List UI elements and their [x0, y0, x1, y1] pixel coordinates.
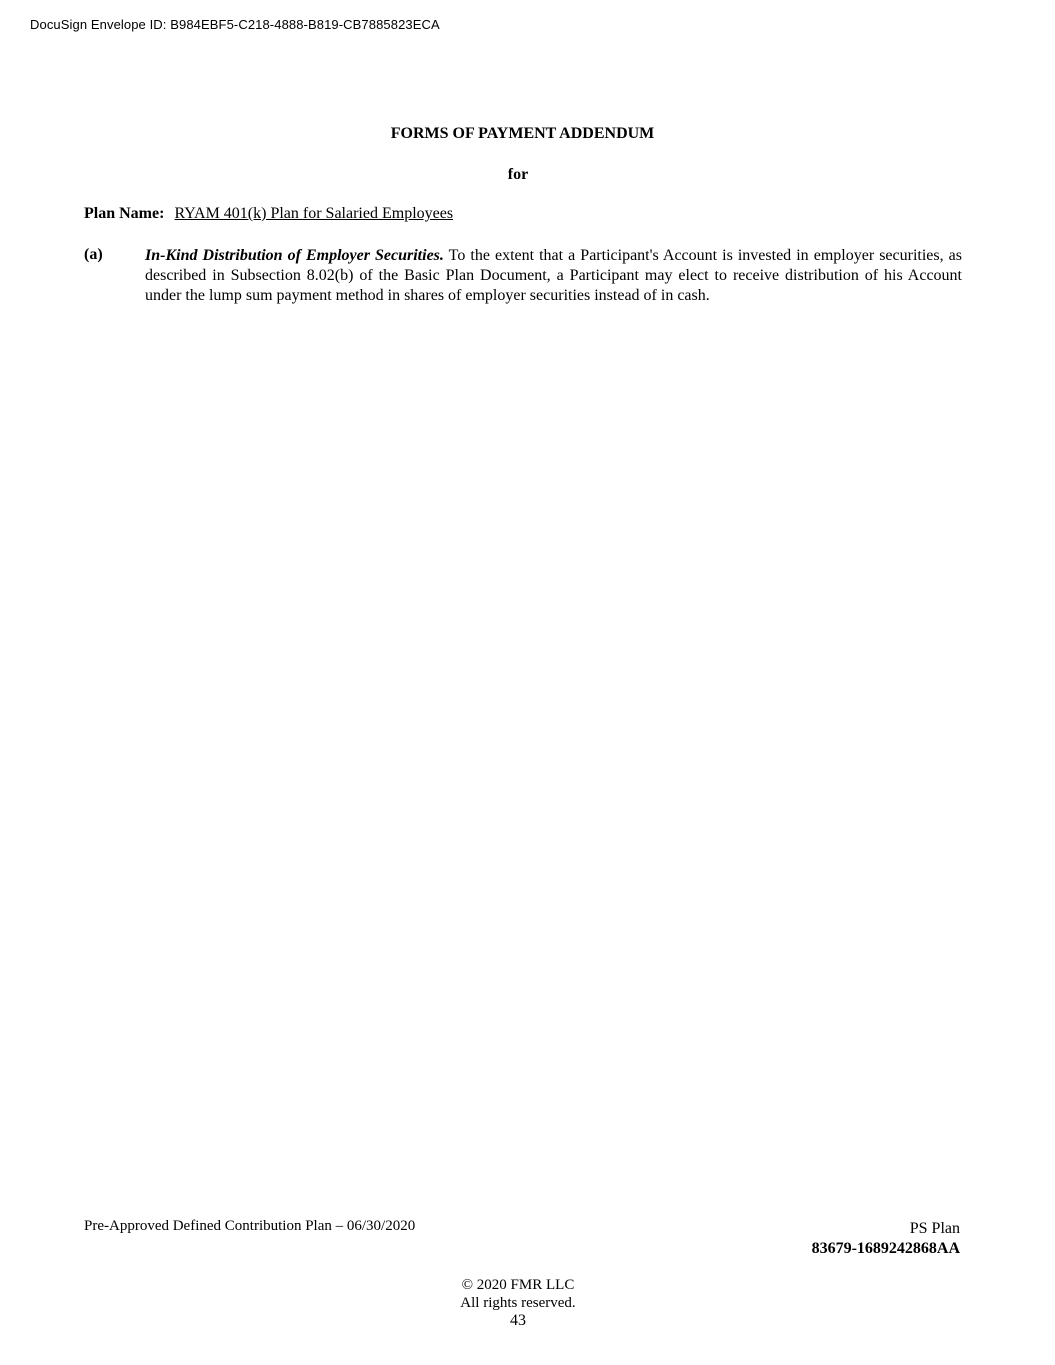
- footer-copyright: © 2020 FMR LLC: [461, 1277, 575, 1293]
- footer-plan-info: Pre-Approved Defined Contribution Plan – 06/30/2020: [84, 1218, 416, 1234]
- footer-copyright-block: [0, 1276, 1036, 1330]
- footer-plan-code: [812, 1219, 960, 1259]
- page-number: 43: [510, 1312, 526, 1329]
- item-body: [145, 246, 962, 306]
- plan-name-label: Plan Name:: [84, 205, 165, 222]
- for-text: for: [507, 166, 529, 183]
- footer-rights: All rights reserved.: [460, 1295, 576, 1311]
- plan-name-value: RYAM 401(k) Plan for Salaried Employees: [174, 205, 454, 222]
- page-title: FORMS OF PAYMENT ADDENDUM: [390, 125, 655, 142]
- item-text: To the extent that a Participant's Account is invested in employer securities, as described in Subsection 8.02(b) of the Basic Plan Document, a Participant may elect to receive distribution of his Account under the lump sum payment method in shares of employer securities instead of in cash.: [145, 247, 962, 304]
- footer-plan-number: 83679-1689242868AA: [811, 1240, 960, 1257]
- plan-name: [84, 205, 453, 223]
- item-label: (a): [84, 246, 103, 263]
- item-heading: In-Kind Distribution of Employer Securities.: [145, 247, 444, 264]
- docusign-envelope-id: DocuSign Envelope ID: B984EBF5-C218-4888-B819-CB7885823ECA: [30, 17, 440, 32]
- footer-plan-type: PS Plan: [909, 1220, 960, 1237]
